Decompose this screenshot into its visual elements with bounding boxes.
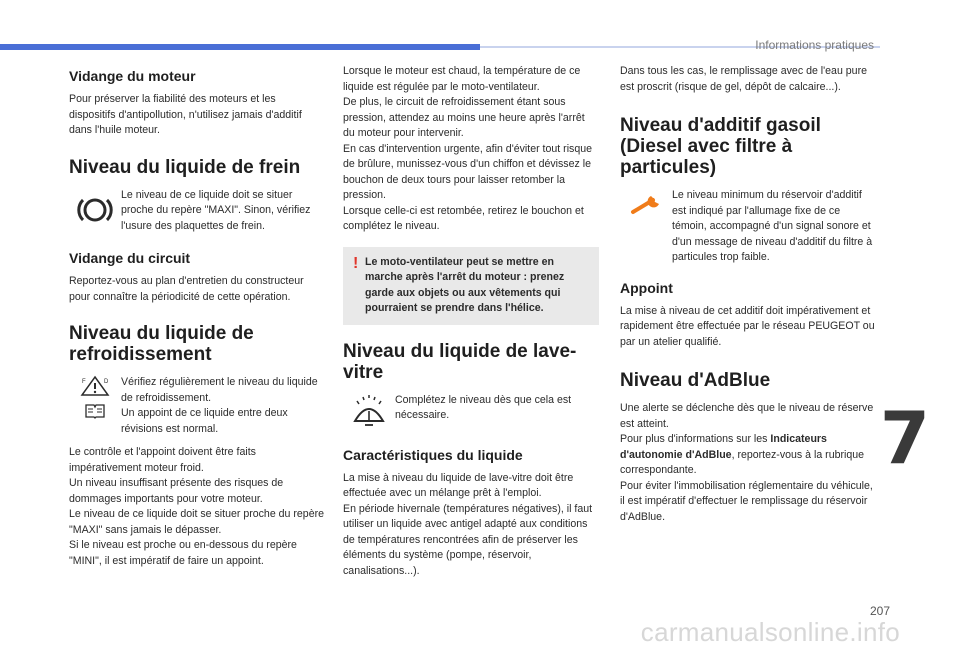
additif-title: Niveau d'additif gasoil (Diesel avec filtre à particules) [620, 115, 821, 178]
column-3 [620, 64, 876, 525]
manual-book-icon [84, 402, 106, 425]
refroid-text: Le contrôle et l'appoint doivent être faits impérativement moteur froid. Un niveau insuffisant présente des risques de dommages importants pour votre moteur. Le niveau de ce liquide doit se situer proche du repère "MAXI" sans jamais le dépasser. Si le niveau est proche ou en-dessous du repère "MINI", il est impératif de faire un appoint. [69, 446, 325, 567]
vidange-circuit-title: Vidange du circuit [69, 250, 191, 266]
appoint-title: Appoint [620, 279, 673, 296]
frein-row [69, 188, 325, 235]
appoint-text: La mise à niveau de cet additif doit impérativement et rapidement être effectuée par le réseau PEUGEOT ou par un atelier qualifié. [620, 304, 875, 348]
fan-warning-box [343, 247, 599, 325]
page-number: 207 [869, 604, 890, 618]
svg-text:F: F [82, 379, 86, 385]
refroid-title: Niveau du liquide de refroidissement [69, 323, 254, 365]
additif-row [620, 188, 876, 266]
vidange-moteur-text: Pour préserver la fiabilité des moteurs et les dispositifs d'antipollution, n'utilisez jamais d'additif dans l'huile moteur. [69, 93, 302, 136]
frein-text: Le niveau de ce liquide doit se situer proche du repère "MAXI". Sinon, vérifiez l'usure des plaquettes de frein. [121, 188, 311, 232]
lave-vitre-title: Niveau du liquide de lave-vitre [343, 340, 577, 383]
wrench-icon [620, 188, 672, 216]
fan-warning-text: Le moto-ventilateur peut se mettre en marche après l'arrêt du moteur : prenez garde aux objets ou aux vêtements qui pourraient se prendre dans l'hélice. [365, 255, 565, 314]
column-2 [343, 64, 599, 579]
refroid-row [69, 375, 325, 437]
exclamation-icon: ! [353, 254, 359, 272]
vidange-circuit-text: Reportez-vous au plan d'entretien du constructeur pour connaître la périodicité de cette opération. [69, 275, 304, 303]
watermark: carmanualsonline.info [640, 617, 900, 647]
frein-title: Niveau du liquide de frein [69, 156, 301, 178]
coolant-warning-icon [80, 375, 110, 402]
washer-icon [343, 393, 395, 429]
top-accent-bar [0, 44, 480, 50]
additif-icon-text: Le niveau minimum du réservoir d'additif est indiqué par l'allumage fixe de ce témoin, accompagné d'un signal sonore et d'un message de niveau d'additif du filtre à particules trop faible. [672, 189, 873, 263]
caracteristiques-text: La mise à niveau du liquide de lave-vitre doit être effectuée avec un mélange prêt à l'emploi. En période hivernale (températures négatives), il faut utiliser un liquide avec antigel adapté aux conditions de températures rencontrées afin de préserver les éléments du système (pompe, réservoir, canalisations...). [343, 471, 593, 577]
lave-vitre-icon-text: Complétez le niveau dès que cela est nécessaire. [395, 393, 572, 421]
section-header-title: Informations pratiques [755, 38, 874, 52]
brake-icon [69, 188, 121, 226]
svg-text:D: D [104, 379, 109, 385]
adblue-title: Niveau d'AdBlue [620, 370, 771, 391]
chapter-number: 7 [879, 396, 930, 480]
vidange-moteur-title: Vidange du moteur [69, 68, 196, 84]
lave-vitre-row [343, 393, 599, 429]
adblue-text [620, 401, 876, 525]
refroid-icon-text: Vérifiez régulièrement le niveau du liquide de refroidissement. Un appoint de ce liquide entre deux révisions est normal. [121, 376, 318, 435]
caracteristiques-title: Caractéristiques du liquide [343, 446, 523, 463]
hot-engine-text: Lorsque le moteur est chaud, la température de ce liquide est régulée par le moto-ventilateur. De plus, le circuit de refroidissement étant sous pression, attendez au moins une heure après l'arrêt du moteur pour intervenir. En cas d'intervention urgente, afin d'éviter tout risque de brûlure, munissez-vous d'un chiffon et dévissez le bouchon de deux tours pour laisser retomber la pression. Lorsque celle-ci est retombée, retirez le bouchon et complétez le niveau. [343, 65, 593, 232]
adblue-text-part2: , reportez-vous à la rubrique correspondante. Pour éviter l'immobilisation réglementaire du véhicule, il est impératif d'effectuer le remplissage du réservoir d'AdBlue. [620, 448, 873, 523]
column-1 [69, 64, 325, 569]
water-warning-text: Dans tous les cas, le remplissage avec de l'eau pure est proscrit (risque de gel, dépôt de calcaire...). [620, 65, 867, 93]
adblue-link-text: Indicateurs d'autonomie d'AdBlue [620, 433, 827, 461]
adblue-text-part1: Une alerte se déclenche dès que le niveau de réserve est atteint. Pour plus d'informations sur les [620, 402, 874, 445]
